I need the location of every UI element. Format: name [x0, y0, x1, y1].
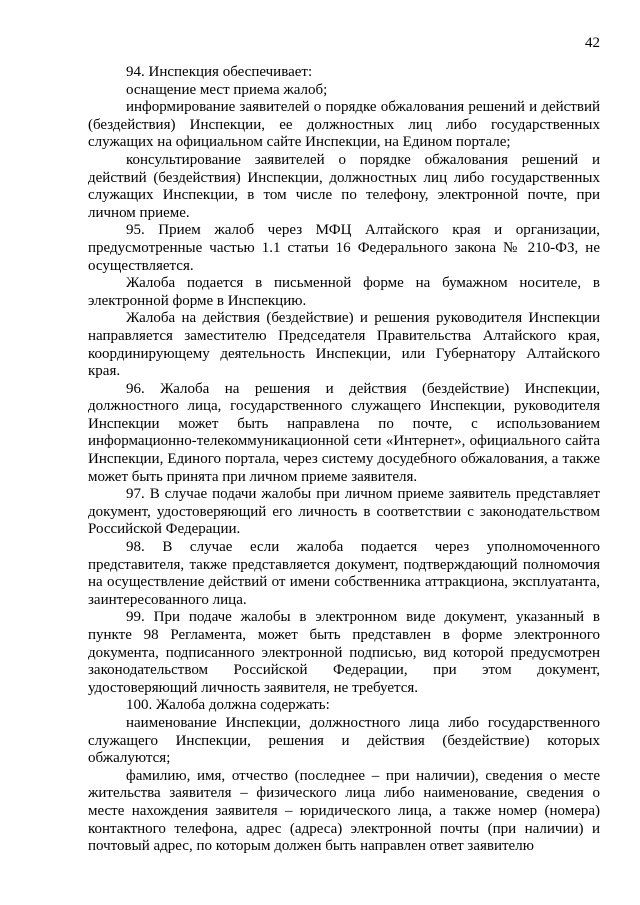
- paragraph-95-form: Жалоба подается в письменной форме на бумажном носителе, в электронной форме в Инспекцию.: [88, 275, 600, 309]
- paragraph-100: 100. Жалоба должна содержать:: [126, 697, 330, 714]
- paragraph-94-item-informing: информирование заявителей о порядке обжалования решений и действий (бездействия) Инспекции, ее должностных лиц либо государственных служащих на официальном сайте Инспекции, на Едином портале;: [88, 99, 600, 151]
- paragraph-95: 95. Прием жалоб через МФЦ Алтайского края и организации, предусмотренные частью 1.1 статьи 16 Федерального закона № 210-ФЗ, не осуществляется.: [88, 222, 600, 274]
- paragraph-96: 96. Жалоба на решения и действия (бездействие) Инспекции, должностного лица, государственного служащего Инспекции, руководителя Инспекции может быть направлена по почте, с использованием информационно-телекоммуникационной сети «Интернет», официального сайта Инспекции, Единого портала, через систему досудебного обжалования, а также может быть принята при личном приеме заявителя.: [88, 380, 600, 485]
- paragraph-98: 98. В случае если жалоба подается через уполномоченного представителя, также представляется документ, подтверждающий полномочия на осуществление действий от имени собственника аттракциона, эксплуатанта, заинтересованного лица.: [88, 539, 600, 608]
- paragraph-100-item-name: наименование Инспекции, должностного лица либо государственного служащего Инспекции, решения и действия (бездействие) которых обжалуются;: [88, 714, 600, 767]
- page-number: 42: [585, 35, 600, 51]
- paragraph-94-item-consulting: консультирование заявителей о порядке обжалования решений и действий (бездействия) Инспекции, должностных лиц либо государственных служащих Инспекции, в том числе по телефону, электронной почте, при личном приеме.: [88, 151, 600, 221]
- paragraph-94-item-equipment: оснащение мест приема жалоб;: [126, 81, 328, 98]
- document-body: [88, 64, 600, 856]
- paragraph-95-head-complaint: Жалоба на действия (бездействие) и решения руководителя Инспекции направляется заместителю Председателя Правительства Алтайского края, координирующему деятельность Инспекции, или Губернатору Алтайского края.: [88, 310, 600, 380]
- paragraph-99: 99. При подаче жалобы в электронном виде документ, указанный в пункте 98 Регламента, может быть представлен в форме электронного документа, подписанного электронной подписью, вид которой предусмотрен законодательством Российской Федерации, при этом документ, удостоверяющий личность заявителя, не требуется.: [88, 609, 600, 696]
- paragraph-94: 94. Инспекция обеспечивает:: [126, 64, 313, 80]
- paragraph-97: 97. В случае подачи жалобы при личном приеме заявитель представляет документ, удостоверяющий его личность в соответствии с законодательством Российской Федерации.: [88, 486, 600, 538]
- paragraph-100-item-applicant: фамилию, имя, отчество (последнее – при наличии), сведения о месте жительства заявителя – физического лица либо наименование, сведения о месте нахождения заявителя – юридического лица, а также номер (номера) контактного телефона, адрес (адреса) электронной почты (при наличии) и почтовый адрес, по которым должен быть направлен ответ заявителю: [88, 767, 600, 855]
